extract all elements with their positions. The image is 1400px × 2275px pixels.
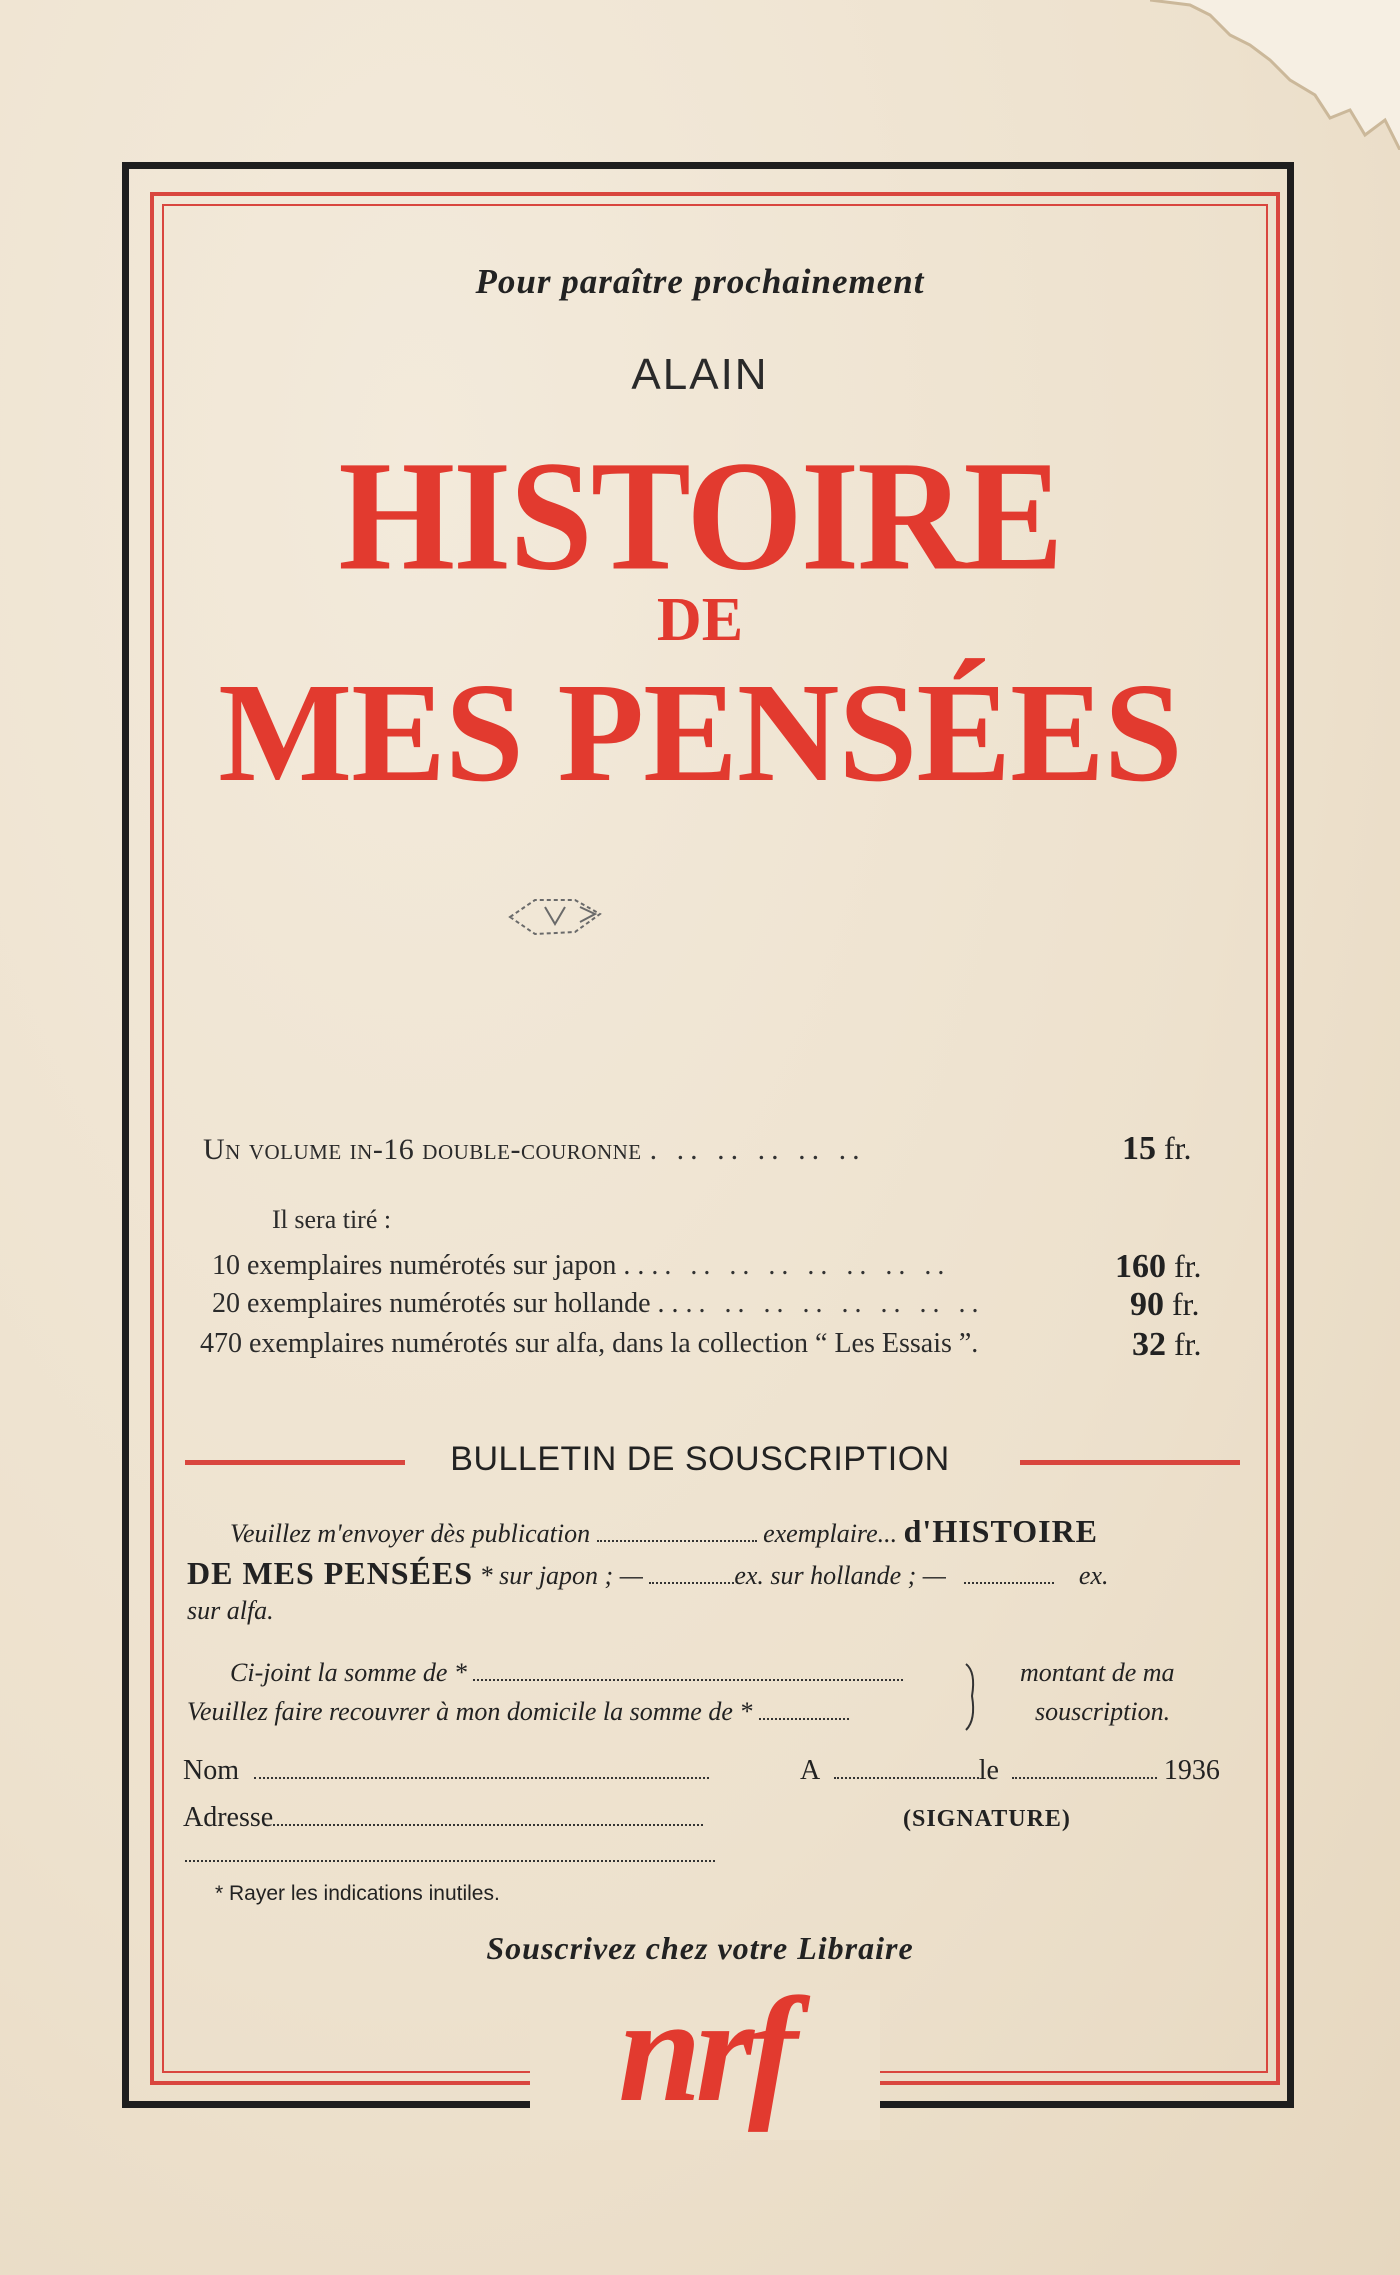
name-row <box>183 1755 709 1787</box>
place-label: A <box>800 1755 819 1786</box>
edition-dots: .. .. .. .. .. .. .. .. <box>685 1288 985 1319</box>
quantity-field[interactable] <box>597 1540 757 1542</box>
edition-price-value: 90 <box>1130 1286 1164 1323</box>
volume-label-text: Un volume in-16 double-couronne <box>203 1133 642 1166</box>
hollande-quantity-field[interactable] <box>964 1582 1054 1584</box>
address-label: Adresse <box>183 1802 274 1833</box>
edition-text: 10 exemplaires numérotés sur japon . . <box>212 1250 645 1281</box>
date-label: le <box>978 1755 999 1786</box>
bulletin-heading: BULLETIN DE SOUSCRIPTION <box>450 1440 950 1478</box>
order-text: exemplaire... <box>763 1519 898 1548</box>
edition-price-unit: fr. <box>1172 1286 1200 1322</box>
collect-sum-field[interactable] <box>759 1718 849 1720</box>
address-field-line-2[interactable] <box>185 1850 715 1862</box>
sum-field[interactable] <box>473 1679 903 1681</box>
sum-text: Veuillez faire recouvrer à mon domicile la somme de * <box>187 1697 753 1726</box>
edition-text: 20 exemplaires numérotés sur hollande . . <box>212 1288 679 1319</box>
sum-line-1 <box>230 1658 903 1688</box>
edition-text: 470 exemplaires numérotés sur alfa, dans la collection “ Les Essais ”. <box>200 1328 979 1359</box>
edition-price-value: 160 <box>1115 1248 1166 1285</box>
volume-price-value: 15 <box>1122 1130 1156 1167</box>
amount-note-2: souscription. <box>1035 1697 1171 1726</box>
order-line-2 <box>187 1555 1109 1592</box>
edition-row <box>212 1250 950 1282</box>
name-label: Nom <box>183 1755 239 1786</box>
nrf-logo: nrf <box>618 1967 792 2133</box>
edition-price <box>1115 1248 1202 1286</box>
sum-line-2 <box>187 1697 849 1727</box>
sum-text: Ci-joint la somme de * <box>230 1658 467 1687</box>
order-line-1 <box>230 1513 1098 1550</box>
edition-price-unit: fr. <box>1174 1248 1202 1284</box>
order-line-3: sur alfa. <box>187 1596 274 1625</box>
title-line-1: HISTOIRE <box>338 428 1062 604</box>
author-name: ALAIN <box>631 350 769 399</box>
order-title-text: d'HISTOIRE <box>903 1513 1099 1549</box>
order-text: * sur japon ; — <box>479 1561 643 1590</box>
volume-price-unit: fr. <box>1164 1130 1192 1166</box>
order-text: ex. <box>1078 1561 1109 1590</box>
edition-dots: .. .. .. .. .. .. .. .. <box>651 1250 951 1281</box>
order-text: ex. sur hollande ; — <box>734 1561 946 1590</box>
footnote: * Rayer les indications inutiles. <box>215 1882 500 1905</box>
publisher-ornament-icon <box>500 892 610 942</box>
place-field[interactable] <box>834 1777 979 1779</box>
edition-price <box>1132 1326 1202 1364</box>
signature-label: (SIGNATURE) <box>903 1806 1071 1832</box>
title-line-3: MES PENSÉES <box>218 653 1182 811</box>
edition-row <box>200 1328 978 1360</box>
japon-quantity-field[interactable] <box>649 1582 734 1584</box>
order-text: Veuillez m'envoyer dès publication <box>230 1519 591 1548</box>
edition-price-value: 32 <box>1132 1326 1166 1363</box>
name-field[interactable] <box>254 1777 709 1779</box>
order-title-text: DE MES PENSÉES <box>187 1555 474 1591</box>
place-date-row <box>800 1755 1220 1787</box>
edition-price <box>1130 1286 1200 1324</box>
volume-price <box>1122 1130 1192 1168</box>
forthcoming-notice: Pour paraître prochainement <box>475 262 925 301</box>
editions-intro: Il sera tiré : <box>272 1205 392 1234</box>
address-row <box>183 1802 703 1834</box>
amount-note-1: montant de ma <box>1020 1658 1175 1687</box>
subscribe-notice: Souscrivez chez votre Libraire <box>486 1930 914 1966</box>
date-field[interactable] <box>1012 1777 1157 1779</box>
title-line-2: DE <box>656 586 744 654</box>
torn-corner <box>1150 0 1400 150</box>
volume-format-label <box>203 1133 866 1167</box>
edition-row <box>212 1288 985 1320</box>
brace-icon <box>962 1662 982 1732</box>
volume-dots: . .. .. .. .. .. <box>649 1133 866 1166</box>
address-field[interactable] <box>273 1824 703 1826</box>
year-text: 1936 <box>1163 1755 1220 1786</box>
edition-price-unit: fr. <box>1174 1326 1202 1362</box>
